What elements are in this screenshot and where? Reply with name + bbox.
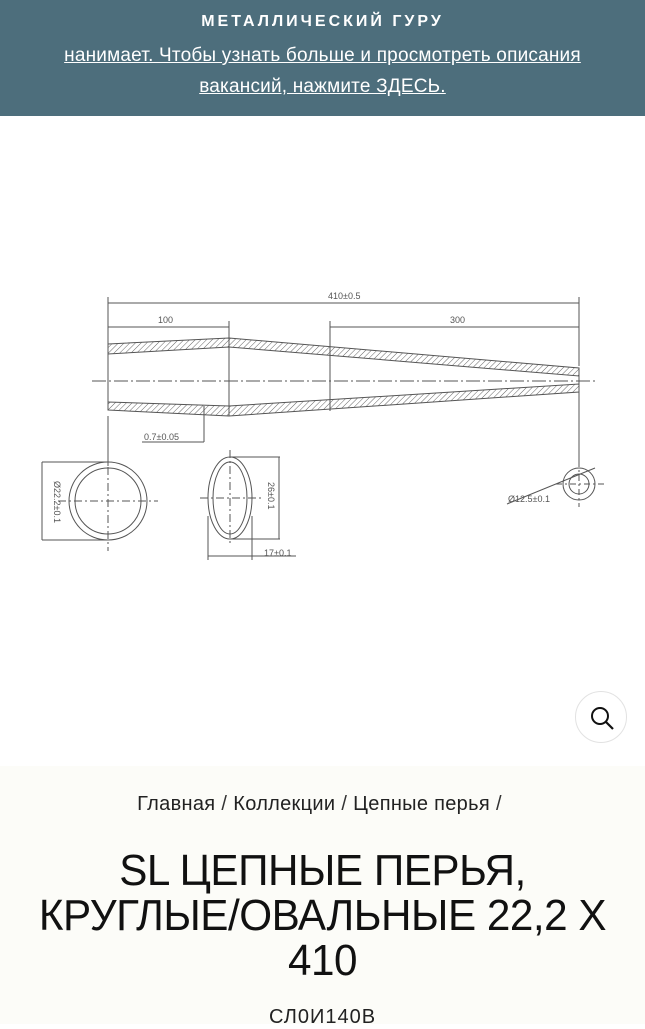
breadcrumb — [0, 793, 645, 816]
breadcrumb-separator: / — [341, 793, 348, 815]
breadcrumb-separator: / — [495, 793, 502, 815]
product-image[interactable] — [0, 116, 645, 766]
zoom-button[interactable] — [575, 691, 627, 743]
dim-right-label: 300 — [450, 315, 466, 325]
announcement-banner — [0, 0, 645, 116]
dim-tip-label: Ø12.5±0.1 — [508, 494, 550, 504]
dim-total-label: 410±0.5 — [328, 291, 361, 301]
dim-left-label: 100 — [158, 315, 174, 325]
breadcrumb-home[interactable]: Главная — [137, 793, 216, 815]
breadcrumb-chain-stays[interactable]: Цепные перья — [353, 793, 490, 815]
dim-oval-width-label: 17±0.1 — [264, 548, 292, 558]
dim-wall-label: 0.7±0.05 — [144, 432, 179, 442]
breadcrumb-separator: / — [221, 793, 228, 815]
technical-drawing — [0, 116, 645, 766]
dim-round-label: Ø22.2±0.1 — [52, 481, 62, 523]
product-title: SL ЦЕПНЫЕ ПЕРЬЯ, КРУГЛЫЕ/ОВАЛЬНЫЕ 22,2 X 410 — [38, 846, 607, 985]
product-sku: СЛ0И140В — [268, 1006, 377, 1028]
search-icon — [589, 705, 615, 731]
careers-link[interactable]: нанимает. Чтобы узнать больше и просмотреть описания вакансий, нажмите ЗДЕСЬ. — [64, 45, 581, 97]
breadcrumb-collections[interactable]: Коллекции — [233, 793, 336, 815]
dim-oval-height-label: 26±0.1 — [266, 482, 276, 510]
product-info — [0, 766, 645, 1028]
banner-title: МЕТАЛЛИЧЕСКИЙ ГУРУ — [201, 13, 444, 30]
